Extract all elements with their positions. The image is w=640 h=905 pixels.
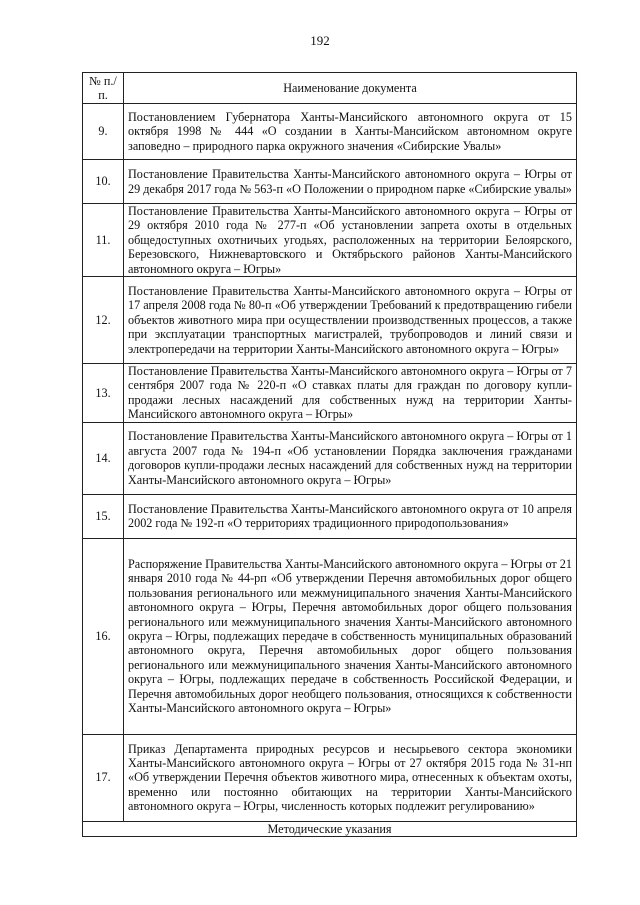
table-row <box>83 104 577 160</box>
row-number: 15. <box>83 494 124 538</box>
table-row <box>83 160 577 204</box>
section-title: Методические указания <box>83 821 577 836</box>
section-row <box>83 821 577 836</box>
row-document-name: Постановление Правительства Ханты-Мансийского автономного округа – Югры от 7 сентября 2007 года № 220-п «О ставках платы для граждан по договору купли-продажи лесных насаждений для собственных нужд на территории Ханты-Мансийского автономного округа – Югры» <box>124 364 577 423</box>
row-document-name: Постановление Правительства Ханты-Мансийского автономного округа – Югры от 29 октября 2010 года № 277-п «Об установлении запрета охоты в отдельных общедоступных охотничьих угодьях, расположенных на территории Белоярского, Березовского, Нижневартовского и Октябрьского районов Ханты-Мансийского автономного округа – Югры» <box>124 204 577 277</box>
row-document-name: Постановление Правительства Ханты-Мансийского автономного округа – Югры от 1 августа 2007 года № 194-п «Об установлении Порядка заключения гражданами договоров купли-продажи лесных насаждений для собственных нужд на территории Ханты-Мансийского автономного округа – Югры» <box>124 422 577 494</box>
table-row <box>83 538 577 734</box>
row-number: 14. <box>83 422 124 494</box>
column-header-document-name: Наименование документа <box>124 73 577 104</box>
row-number: 13. <box>83 364 124 423</box>
table-row <box>83 494 577 538</box>
table-header-row <box>83 73 577 104</box>
row-number: 12. <box>83 277 124 364</box>
row-document-name: Постановление Правительства Ханты-Мансийского автономного округа – Югры от 17 апреля 2008 года № 80-п «Об утверждении Требований к предотвращению гибели объектов животного мира при осуществлении производственных процессов, а также при эксплуатации транспортных магистралей, трубопроводов и линий связи и электропередачи на территории Ханты-Мансийского автономного округа – Югры» <box>124 277 577 364</box>
row-number: 17. <box>83 734 124 821</box>
column-header-number: № п./п. <box>83 73 124 104</box>
row-number: 10. <box>83 160 124 204</box>
row-document-name: Распоряжение Правительства Ханты-Мансийского автономного округа – Югры от 21 января 2010 года № 44-рп «Об утверждении Перечня автомобильных дорог общего пользования регионального или межмуниципального значения Ханты-Мансийского автономного округа – Югры, Перечня автомобильных дорог общего пользования регионального или межмуниципального значения Ханты-Мансийского автономного округа – Югры, подлежащих передаче в собственность муниципальных образований автономного округа, Перечня автомобильных дорог общего пользования регионального или межмуниципального значения Ханты-Мансийского автономного округа – Югры, подлежащих передаче в собственность Российской Федерации, и Перечня автомобильных дорог необщего пользования, относящихся к собственности Ханты-Мансийского автономного округа – Югры» <box>124 538 577 734</box>
documents-table <box>82 72 577 837</box>
page-number: 192 <box>310 33 330 48</box>
table-row <box>83 734 577 821</box>
table-row <box>83 277 577 364</box>
row-document-name: Постановлением Губернатора Ханты-Мансийского автономного округа от 15 октября 1998 № 444 «О создании в Ханты-Мансийском автономном округе заповедно – природного парка окружного значения «Сибирские Увалы» <box>124 104 577 160</box>
row-number: 11. <box>83 204 124 277</box>
row-document-name: Приказ Департамента природных ресурсов и несырьевого сектора экономики Ханты-Мансийского автономного округа – Югры от 27 октября 2015 года № 31-нп «Об утверждении Перечня объектов животного мира, отнесенных к объектам охоты, временно или постоянно обитающих на территории Ханты-Мансийского автономного округа – Югры, численность которых подлежит регулированию» <box>124 734 577 821</box>
row-number: 9. <box>83 104 124 160</box>
row-number: 16. <box>83 538 124 734</box>
table-row <box>83 204 577 277</box>
table-row <box>83 364 577 423</box>
row-document-name: Постановление Правительства Ханты-Мансийского автономного округа от 10 апреля 2002 года № 192-п «О территориях традиционного природопользования» <box>124 494 577 538</box>
row-document-name: Постановление Правительства Ханты-Мансийского автономного округа – Югры от 29 декабря 2017 года № 563-п «О Положении о природном парке «Сибирские увалы» <box>124 160 577 204</box>
table-row <box>83 422 577 494</box>
